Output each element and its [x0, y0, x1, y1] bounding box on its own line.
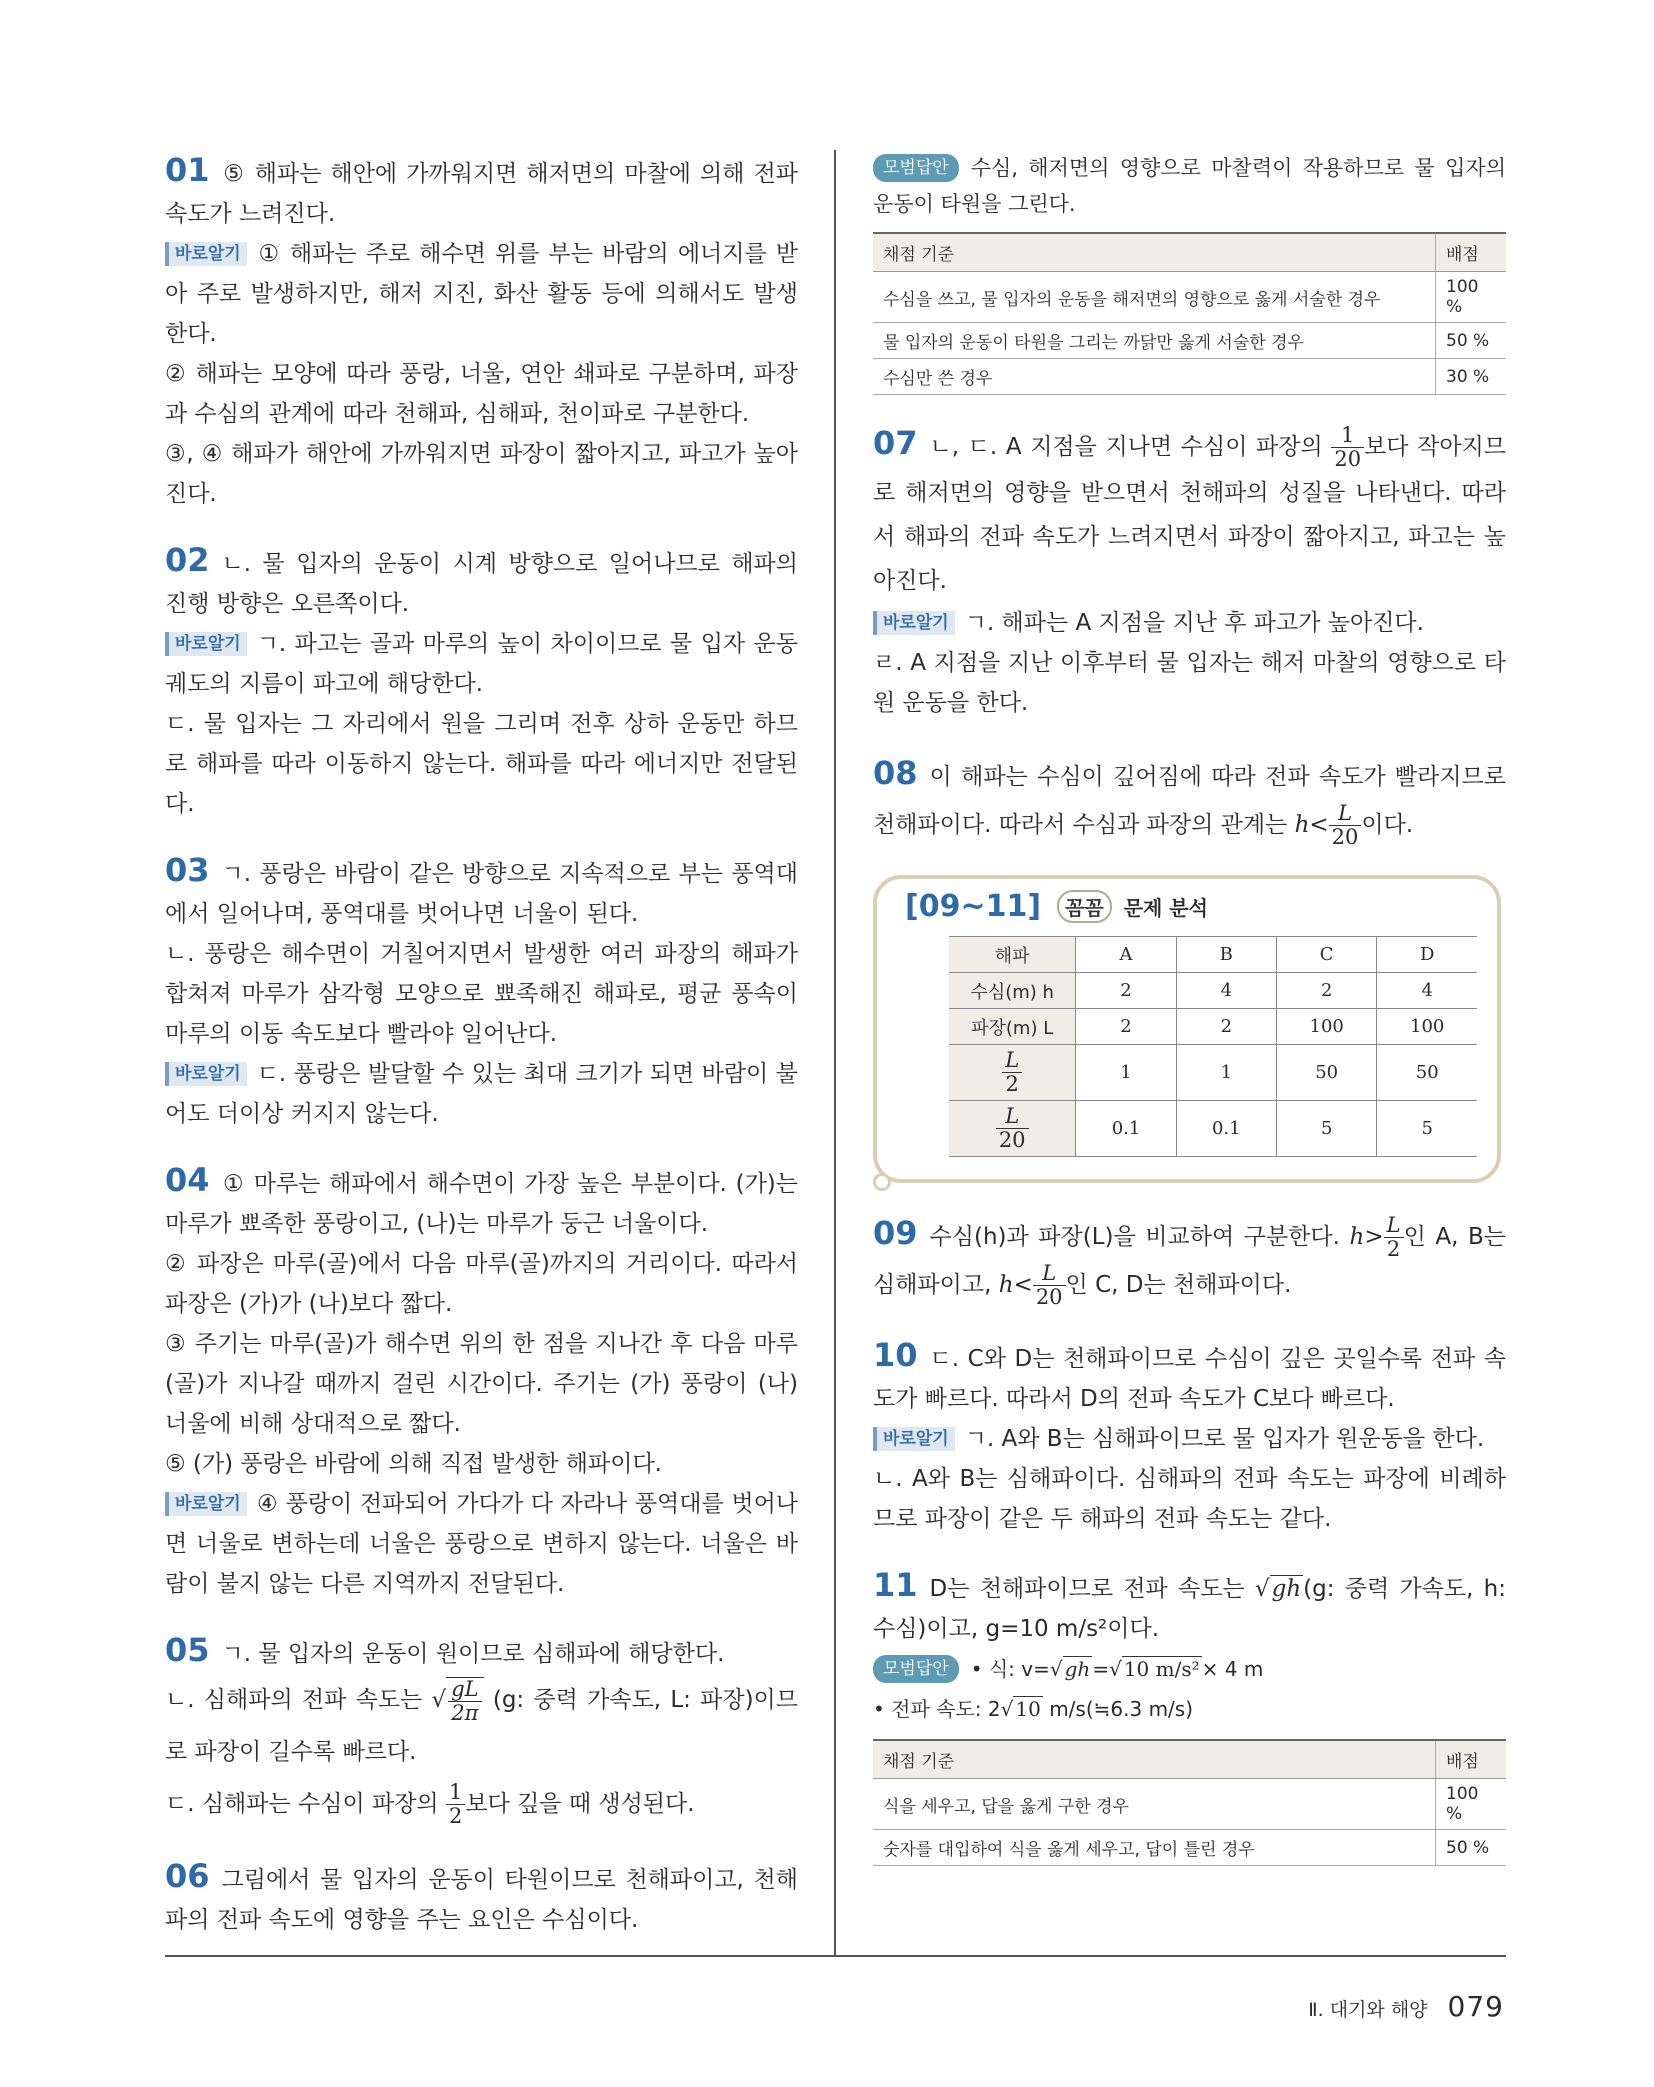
answer-10 — [873, 1335, 1506, 1539]
correction-text: ㄱ. 해파는 A 지점을 지난 후 파고가 높아진다. — [964, 610, 1424, 636]
wave-table — [949, 936, 1477, 1157]
analysis-box-title — [905, 889, 1477, 924]
table-cell: 50 — [1276, 1045, 1377, 1101]
correction-text: ② 해파는 모양에 따라 풍랑, 너울, 연안 쇄파로 구분하며, 파장과 수심의 관계에 따라 천해파, 심해파, 천이파로 구분한다. — [165, 361, 798, 427]
answer-text: 인 A, B는 심해파이고, — [873, 1224, 1507, 1298]
table-cell: 2 — [1176, 1009, 1276, 1045]
table-cell: 30 % — [1436, 359, 1507, 395]
table-row — [949, 1009, 1477, 1045]
table-cell: 100 % — [1436, 272, 1507, 323]
answer-text: ② 파장은 마루(골)에서 다음 마루(골)까지의 거리이다. 따라서 파장은 (가)가 (나)보다 짧다. — [165, 1251, 798, 1317]
column-divider — [834, 150, 836, 1956]
table-cell: 100 — [1377, 1009, 1477, 1045]
row-label: 수심(m) h — [949, 973, 1076, 1009]
table-header: 채점 기준 — [873, 233, 1436, 272]
answer-text: ③ 주기는 마루(골)가 해수면 위의 한 점을 지나간 후 다음 마루(골)가 지나갈 때까지 걸린 시간이다. 주기는 (가) 풍랑이 (나) 너울에 비해 상대적으로 짧다. — [165, 1331, 798, 1437]
answer-text: 이다. — [1361, 812, 1414, 838]
fraction — [1331, 424, 1364, 471]
answer-text: 보다 작아지므로 해저면의 영향을 받으면서 천해파의 성질을 나타낸다. 따라서 해파의 전파 속도가 느려지면서 파장이 짧아지고, 파고는 높아진다. — [873, 434, 1507, 594]
answer-text: 인 C, D는 천해파이다. — [1065, 1272, 1292, 1298]
correction-tag: 바로알기 — [165, 632, 247, 656]
correction-tag: 바로알기 — [165, 242, 247, 266]
answer-06 — [165, 1856, 798, 1940]
table-cell: 5 — [1276, 1101, 1377, 1157]
model-answer-tag: 모범답안 — [873, 1655, 959, 1683]
table-cell: 100 % — [1436, 1779, 1507, 1830]
sqrt-expression: 10 m/s² — [1123, 1657, 1200, 1681]
correction-text: ㄹ. A 지점을 지난 이후부터 물 입자는 해저 마찰의 영향으로 타원 운동을 한다. — [873, 650, 1506, 716]
answer-text: ㄱ. 풍랑은 바람이 같은 방향으로 지속적으로 부는 풍역대에서 일어나며, 풍역대를 벗어나면 너울이 된다. — [165, 861, 798, 927]
answer-03 — [165, 850, 798, 1134]
table-cell: 2 — [1276, 973, 1377, 1009]
sqrt-expression: 10 — [1015, 1697, 1041, 1721]
answer-text: 수심(h)과 파장(L)을 비교하여 구분한다. — [929, 1224, 1340, 1250]
answer-04 — [165, 1160, 798, 1604]
fraction-numerator: 1 — [1331, 424, 1364, 448]
row-label: 해파 — [949, 937, 1076, 973]
question-number: 04 — [165, 1161, 210, 1199]
table-cell: 2 — [1076, 973, 1176, 1009]
fraction-numerator: L — [1033, 1262, 1066, 1286]
answer-07 — [873, 421, 1506, 723]
answer-text: ㄷ. C와 D는 천해파이므로 수심이 깊은 곳일수록 전파 속도가 빠르다. 따라서 D의 전파 속도가 C보다 빠르다. — [873, 1346, 1506, 1412]
table-row — [873, 1779, 1506, 1830]
fraction-numerator: L — [1002, 1049, 1022, 1073]
correction-tag: 바로알기 — [873, 611, 955, 635]
table-cell: 수심만 쓴 경우 — [873, 359, 1436, 395]
fraction-numerator: L — [996, 1105, 1029, 1129]
question-number: 06 — [165, 1857, 210, 1895]
question-range: [09~11] — [905, 889, 1042, 924]
fraction-denominator: 2 — [1005, 1072, 1019, 1096]
question-number: 01 — [165, 151, 210, 189]
table-row — [949, 1101, 1477, 1157]
answer-text: 이 해파는 수심이 깊어짐에 따라 전파 속도가 빨라지므로 천해파이다. 따라서 수심과 파장의 관계는 — [873, 764, 1506, 838]
table-header: 배점 — [1436, 1740, 1507, 1779]
sqrt-expression: gh — [1271, 1576, 1302, 1602]
correction-text: ㄷ. 물 입자는 그 자리에서 원을 그리며 전후 상하 운동만 하므로 해파를 따라 이동하지 않는다. 해파를 따라 에너지만 전달된다. — [165, 711, 798, 817]
table-row — [949, 1045, 1477, 1101]
answer-01 — [165, 150, 798, 514]
table-cell: 100 — [1276, 1009, 1377, 1045]
answer-text: (g: 중력 가속도, L: 파장)이므로 파장이 길수록 빠르다. — [165, 1687, 798, 1765]
table-cell: 식을 세우고, 답을 옳게 구한 경우 — [873, 1779, 1436, 1830]
answer-text: ㄴ, ㄷ. A 지점을 지나면 수심이 파장의 — [929, 434, 1323, 460]
table-row — [949, 973, 1477, 1009]
sqrt-expression: √ $\frac{gL}{2\pi}$ — [432, 1687, 484, 1713]
fraction-numerator: L — [1384, 1214, 1404, 1238]
math-relation: h< — [1294, 812, 1329, 838]
answer-09 — [873, 1209, 1506, 1309]
fraction — [1384, 1214, 1404, 1261]
table-cell: 4 — [1377, 973, 1477, 1009]
fraction-denominator: 20 — [1035, 1285, 1063, 1309]
answer-06-model — [873, 150, 1506, 395]
model-answer-text: 수심, 해저면의 영향으로 마찰력이 작용하므로 물 입자의 운동이 타원을 그린다. — [873, 156, 1506, 216]
fraction — [1033, 1262, 1066, 1309]
table-cell: 50 % — [1436, 1830, 1507, 1866]
correction-tag: 바로알기 — [165, 1492, 247, 1516]
table-cell: A — [1076, 937, 1176, 973]
answer-02 — [165, 540, 798, 824]
fraction-denominator: 2π — [451, 1700, 479, 1725]
correction-text: ① 해파는 주로 해수면 위를 부는 바람의 에너지를 받아 주로 발생하지만, 해저 지진, 화산 활동 등에 의해서도 발생한다. — [165, 241, 798, 347]
table-cell: 50 — [1377, 1045, 1477, 1101]
correction-text: ㄱ. A와 B는 심해파이므로 물 입자가 원운동을 한다. — [964, 1426, 1485, 1452]
decorative-dot — [873, 1173, 891, 1191]
table-row — [873, 272, 1506, 323]
fraction — [1329, 802, 1362, 849]
formula-label: • 식: v= — [970, 1657, 1050, 1681]
formula-equals: = — [1092, 1657, 1110, 1681]
table-row — [949, 937, 1477, 973]
fraction-denominator: 20 — [1331, 825, 1359, 849]
table-cell: 1 — [1176, 1045, 1276, 1101]
page-number: 079 — [1447, 1990, 1504, 2023]
scoring-table — [873, 232, 1506, 395]
formula-end: × 4 m — [1201, 1657, 1264, 1681]
answer-text: ⑤ 해파는 해안에 가까워지면 해저면의 마찰에 의해 전파 속도가 느려진다. — [165, 161, 798, 227]
fraction-denominator: 20 — [998, 1128, 1026, 1152]
correction-tag: 바로알기 — [165, 1062, 247, 1086]
answer-11: 11 D는 천해파이므로 전파 속도는 √gh(g: 중력 가속도, h: 수심)이고, g=10 m/s²이다. 모범답안 • 식: v=√ gh =√ 10 m/s² × 4 m • 전파 속도: 2√ 10 m/s(≒6.3 m/s) 채점 기준 배점 식을 세우고, 답을 옳게 구한 경우 100 % 숫자를 대입하여 식을 옳게 세우고, 답이 틀린 경우 50 % — [873, 1565, 1506, 1866]
table-cell: 수심을 쓰고, 물 입자의 운동을 해저면의 영향으로 옳게 서술한 경우 — [873, 272, 1436, 323]
table-cell: 4 — [1176, 973, 1276, 1009]
fraction-denominator: 20 — [1334, 447, 1362, 471]
table-cell: 1 — [1076, 1045, 1176, 1101]
fraction-numerator: 1 — [446, 1781, 465, 1805]
correction-text: ㄷ. 풍랑은 발달할 수 있는 최대 크기가 되면 바람이 불어도 더이상 커지지 않는다. — [165, 1061, 798, 1127]
answer-text: ㄷ. 심해파는 수심이 파장의 — [165, 1791, 439, 1817]
question-number: 09 — [873, 1214, 918, 1252]
answer-08 — [873, 749, 1506, 849]
fraction-denominator: 2 — [448, 1804, 463, 1828]
bottom-rule — [165, 1955, 1506, 1957]
correction-tag: 바로알기 — [873, 1427, 955, 1451]
scoring-table — [873, 1739, 1506, 1866]
table-header: 채점 기준 — [873, 1740, 1436, 1779]
answer-text: 그림에서 물 입자의 운동이 타원이므로 천해파이고, 천해파의 전파 속도에 영향을 주는 요인은 수심이다. — [165, 1867, 798, 1933]
page-footer — [1308, 1990, 1504, 2023]
question-number: 02 — [165, 541, 210, 579]
fraction-numerator: L — [1329, 802, 1362, 826]
math-relation: h< — [998, 1272, 1033, 1298]
question-number: 11 — [873, 1566, 918, 1604]
answer-text: ㄱ. 물 입자의 운동이 원이므로 심해파에 해당한다. — [221, 1641, 725, 1667]
table-row — [873, 359, 1506, 395]
question-number: 03 — [165, 851, 210, 889]
answer-05 — [165, 1630, 798, 1830]
question-number: 07 — [873, 424, 918, 462]
table-cell: 5 — [1377, 1101, 1477, 1157]
table-cell: 물 입자의 운동이 타원을 그리는 까닭만 옳게 서술한 경우 — [873, 323, 1436, 359]
question-number: 08 — [873, 754, 918, 792]
row-label: 파장(m) L — [949, 1009, 1076, 1045]
fraction-numerator: gL — [448, 1678, 481, 1702]
answer-text: D는 천해파이므로 전파 속도는 — [929, 1576, 1245, 1602]
question-number: 05 — [165, 1631, 210, 1669]
answer-text: ⑤ (가) 풍랑은 바람에 의해 직접 발생한 해파이다. — [165, 1451, 662, 1477]
math-relation: h> — [1349, 1224, 1384, 1250]
chapter-label: Ⅱ. 대기와 해양 — [1308, 1999, 1428, 2021]
answer-text: ① 마루는 해파에서 해수면이 가장 높은 부분이다. (가)는 마루가 뾰족한 풍랑이고, (나)는 마루가 둥근 너울이다. — [165, 1171, 798, 1237]
table-cell: 2 — [1076, 1009, 1176, 1045]
correction-text: ㄱ. 파고는 골과 마루의 높이 차이이므로 물 입자 운동 궤도의 지름이 파고에 해당한다. — [165, 631, 798, 697]
row-label-fraction — [949, 1101, 1076, 1157]
speed-label: • 전파 속도: 2 — [873, 1697, 1001, 1721]
table-cell: 0.1 — [1176, 1101, 1276, 1157]
answer-text: ㄴ. 심해파의 전파 속도는 — [165, 1687, 423, 1713]
table-row — [873, 323, 1506, 359]
correction-text: ④ 풍랑이 전파되어 가다가 다 자라나 풍역대를 벗어나면 너울로 변하는데 너울은 풍랑으로 변하지 않는다. 너울은 바람이 불지 않는 다른 지역까지 전달된다. — [165, 1491, 798, 1597]
question-number: 10 — [873, 1336, 918, 1374]
fraction-denominator: 2 — [1386, 1237, 1401, 1261]
correction-text: ③, ④ 해파가 해안에 가까워지면 파장이 짧아지고, 파고가 높아진다. — [165, 441, 798, 507]
model-answer-tag: 모범답안 — [873, 154, 959, 182]
table-cell: 숫자를 대입하여 식을 옳게 세우고, 답이 틀린 경우 — [873, 1830, 1436, 1866]
table-cell: 50 % — [1436, 323, 1507, 359]
table-cell: 0.1 — [1076, 1101, 1176, 1157]
left-column — [165, 150, 798, 1966]
sqrt-expression: gh — [1064, 1657, 1091, 1681]
answer-text: 보다 깊을 때 생성된다. — [465, 1791, 695, 1817]
table-cell: C — [1276, 937, 1377, 973]
analysis-subtitle: 문제 분석 — [1123, 896, 1208, 920]
table-row — [873, 1830, 1506, 1866]
right-column — [873, 150, 1506, 1892]
table-cell: B — [1176, 937, 1276, 973]
table-header: 배점 — [1436, 233, 1507, 272]
correction-text: ㄴ. A와 B는 심해파이다. 심해파의 전파 속도는 파장에 비례하므로 파장이 같은 두 해파의 전파 속도는 같다. — [873, 1466, 1506, 1532]
speed-end: m/s(≒6.3 m/s) — [1049, 1697, 1194, 1721]
answer-text: (g: 중력 가속도, h: 수심)이고, g=10 m/s²이다. — [873, 1576, 1507, 1642]
answer-text: ㄴ. 물 입자의 운동이 시계 방향으로 일어나므로 해파의 진행 방향은 오른쪽이다. — [165, 551, 798, 617]
analysis-box — [873, 875, 1501, 1183]
answer-text: ㄴ. 풍랑은 해수면이 거칠어지면서 발생한 여러 파장의 해파가 합쳐져 마루가 삼각형 모양으로 뾰족해진 해파로, 평균 풍속이 마루의 이동 속도보다 빨라야 일어난다. — [165, 941, 798, 1047]
table-cell: D — [1377, 937, 1477, 973]
badge: 꼼꼼 — [1057, 890, 1112, 923]
fraction — [446, 1781, 465, 1828]
row-label-fraction — [949, 1045, 1076, 1101]
